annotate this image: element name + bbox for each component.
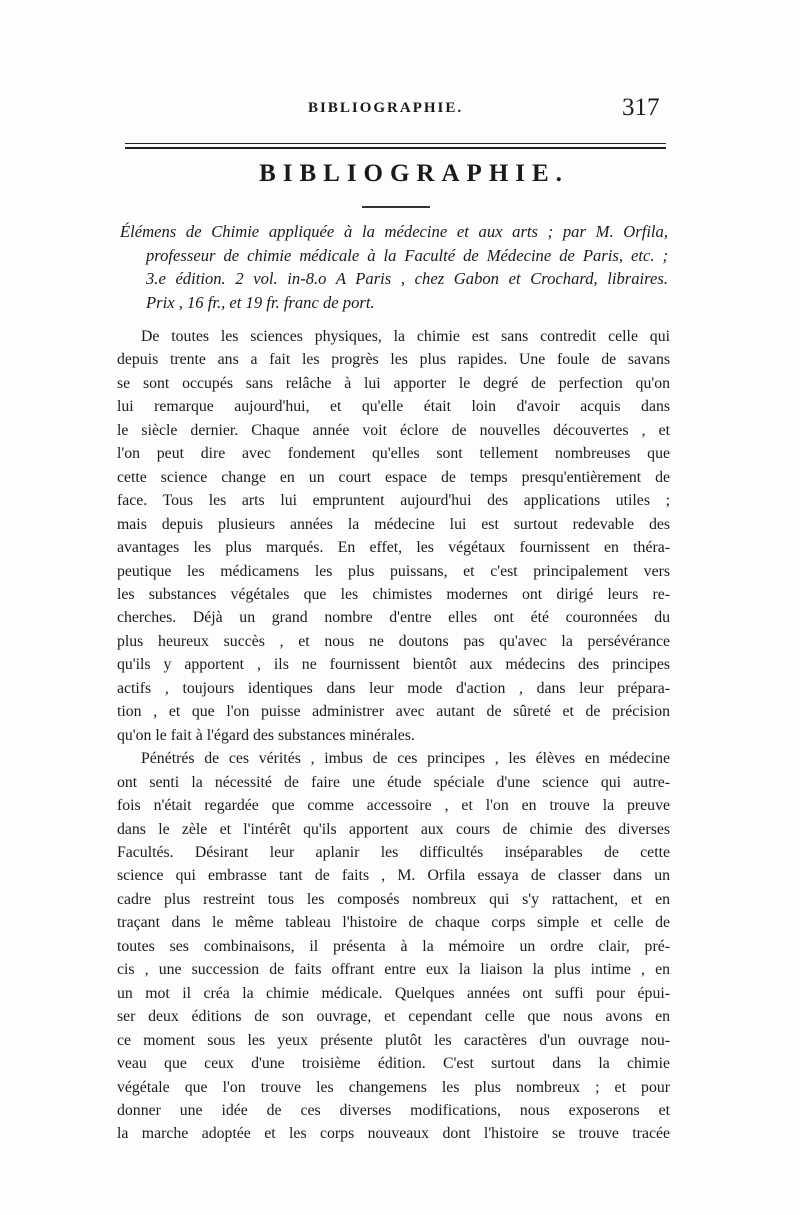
- text-line: fois n'était regardée que comme accessoire , et l'on en trouve la preuve: [117, 797, 670, 815]
- text-line: science qui embrasse tant de faits , M. Orfila essaya de classer dans un: [117, 867, 670, 885]
- section-title: BIBLIOGRAPHIE.: [259, 160, 569, 187]
- text-line: se sont occupés sans relâche à lui apporter le degré de perfection qu'on: [117, 374, 670, 392]
- text-line: peutique les médicamens les plus puissans, et c'est principalement vers: [117, 562, 670, 580]
- text-line: traçant dans le même tableau l'histoire de chaque corps simple et celle de: [117, 914, 670, 932]
- title-ornament: [362, 206, 430, 208]
- text-line: végétale que l'on trouve les changemens les plus nombreux ; et pour: [117, 1078, 670, 1096]
- bibliographic-citation: [120, 220, 668, 314]
- text-line: qu'on le fait à l'égard des substances minérales.: [117, 726, 415, 744]
- text-line: depuis trente ans a fait les progrès les plus rapides. Une foule de savans: [117, 351, 670, 369]
- text-line: cette science change en un court espace de temps presqu'entièrement de: [117, 468, 670, 486]
- text-line: l'on peut dire avec fondement qu'elles sont tellement nombreuses que: [117, 445, 670, 463]
- text-line: la marche adoptée et les corps nouveaux dont l'histoire se trouve tracée: [117, 1125, 670, 1143]
- text-line: un mot il créa la chimie médicale. Quelques années ont suffi pour épui-: [117, 984, 670, 1002]
- text-line: ont senti la nécessité de faire une étude spéciale d'une science qui autre-: [117, 773, 670, 791]
- text-line: veau que ceux d'une troisième édition. C'est surtout dans la chimie: [117, 1055, 670, 1073]
- text-line: cherches. Déjà un grand nombre d'entre elles ont été couronnées du: [117, 609, 670, 627]
- text-line: les substances végétales que les chimistes modernes ont dirigé leurs re-: [117, 585, 670, 603]
- text-line: le siècle dernier. Chaque année voit éclore de nouvelles découvertes , et: [117, 421, 670, 439]
- text-line: De toutes les sciences physiques, la chimie est sans contredit celle qui: [141, 328, 670, 345]
- text-line: avantages les plus marqués. En effet, les végétaux fournissent en théra-: [117, 539, 670, 557]
- citation-line: professeur de chimie médicale à la Faculté de Médecine de Paris, etc. ;: [146, 245, 668, 265]
- running-head: [0, 96, 800, 126]
- text-line: plus heureux succès , et nous ne doutons pas qu'avec la persévérance: [117, 632, 670, 650]
- text-line: cadre plus restreint tous les composés nombreux qui s'y rattachent, et en: [117, 890, 670, 908]
- citation-line: 3.e édition. 2 vol. in-8.o A Paris , chez Gabon et Crochard, libraires.: [146, 269, 668, 288]
- citation-line: Prix , 16 fr., et 19 fr. franc de port.: [146, 292, 375, 312]
- text-line: ce moment sous les yeux présente plutôt les caractères d'un ouvrage nou-: [117, 1031, 670, 1049]
- text-line: mais depuis plusieurs années la médecine lui est surtout redevable des: [117, 515, 670, 533]
- text-line: donner une idée de ces diverses modifications, nous exposerons et: [117, 1101, 670, 1119]
- text-line: ser deux éditions de son ouvrage, et cependant celle que nous avons en: [117, 1008, 670, 1026]
- review-body: [117, 325, 670, 1146]
- text-line: qu'ils y apportent , ils ne fournissent bientôt aux médecins des principes: [117, 656, 670, 674]
- header-rule-bottom: [125, 147, 666, 149]
- citation-line: Élémens de Chimie appliquée à la médecine et aux arts ; par M. Orfila,: [120, 222, 668, 241]
- text-line: Pénétrés de ces vérités , imbus de ces principes , les élèves en médecine: [141, 750, 670, 768]
- page-number: 317: [622, 94, 660, 121]
- text-line: toutes ses combinaisons, il présenta à la mémoire un ordre clair, pré-: [117, 937, 670, 955]
- running-title: BIBLIOGRAPHIE.: [308, 100, 464, 116]
- text-line: actifs , toujours identiques dans leur mode d'action , dans leur prépara-: [117, 679, 670, 697]
- text-line: lui remarque aujourd'hui, et qu'elle était loin d'avoir acquis dans: [117, 398, 670, 416]
- text-line: dans le zèle et l'intérêt qu'ils apportent aux cours de chimie des diverses: [117, 820, 670, 838]
- text-line: Facultés. Désirant leur aplanir les difficultés inséparables de cette: [117, 843, 670, 861]
- text-line: face. Tous les arts lui empruntent aujourd'hui des applications utiles ;: [117, 492, 670, 510]
- text-line: cis , une succession de faits offrant entre eux la liaison la plus intime , en: [117, 961, 670, 979]
- text-line: tion , et que l'on puisse administrer avec autant de sûreté et de précision: [117, 703, 670, 721]
- header-rule-top: [125, 143, 666, 144]
